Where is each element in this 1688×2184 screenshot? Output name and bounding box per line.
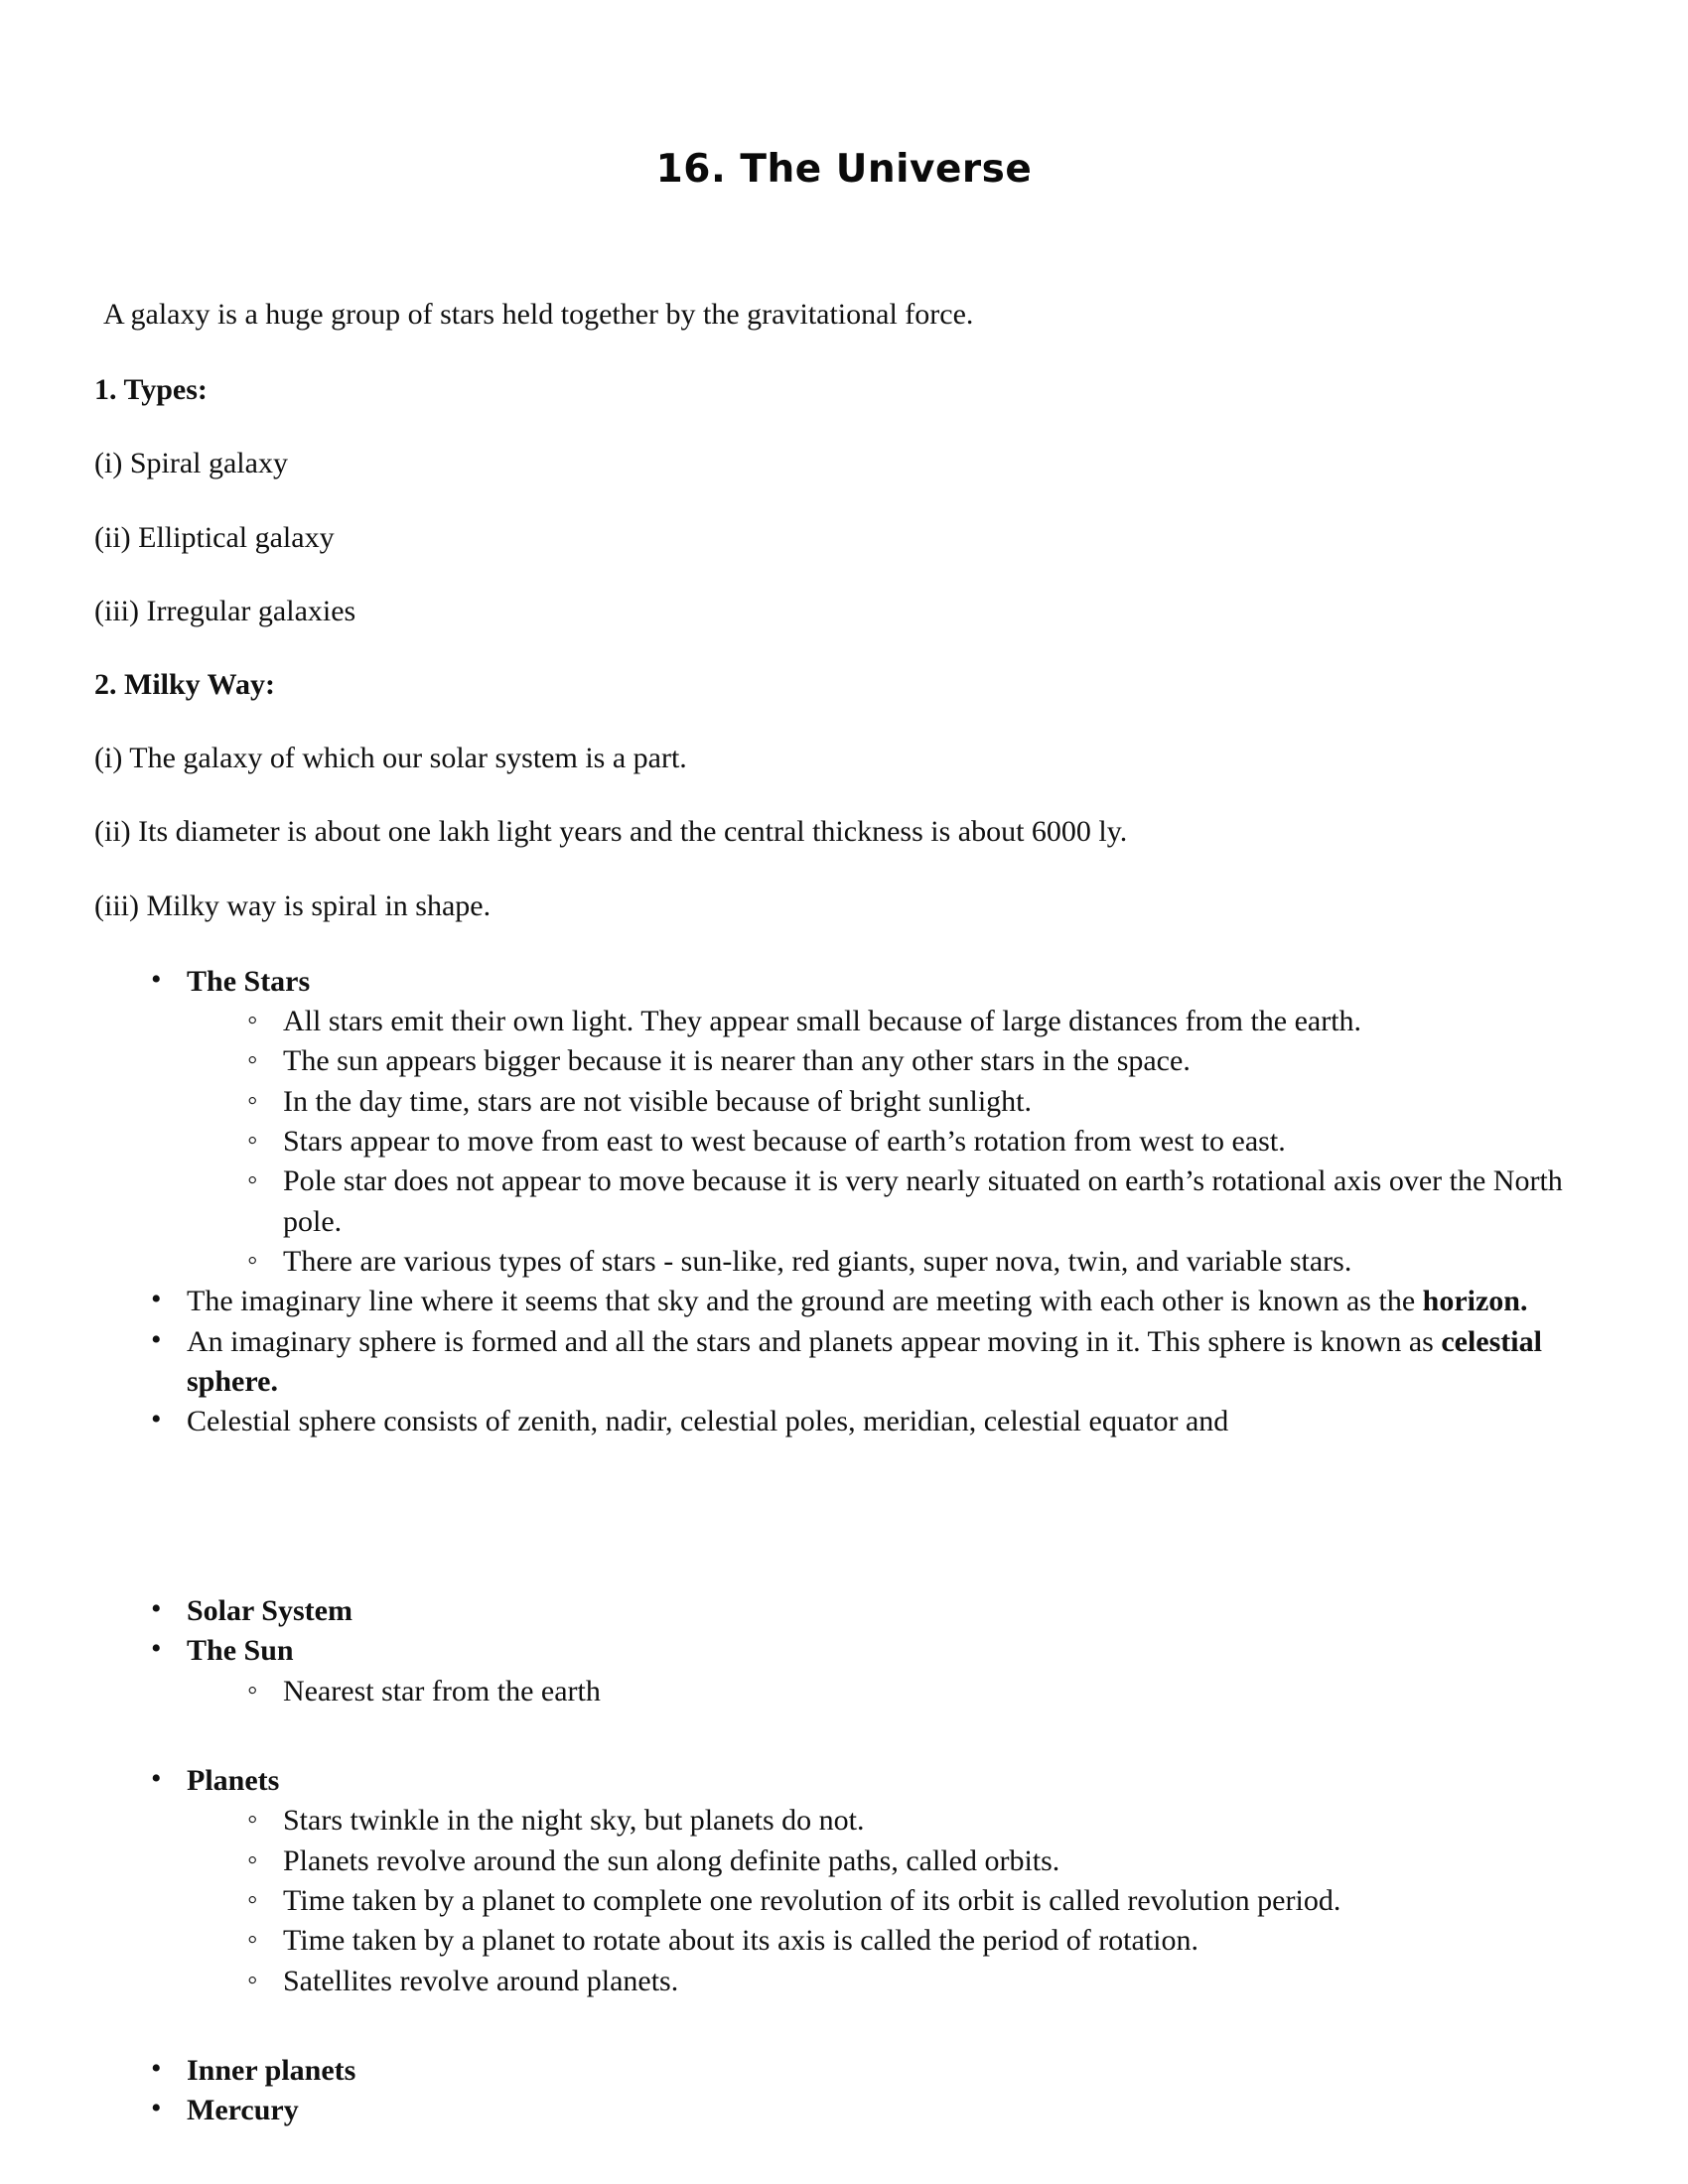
inner-planets-label: Inner planets xyxy=(187,2053,356,2087)
list-item-planets xyxy=(143,1761,1594,2001)
celestial-text-before: An imaginary sphere is formed and all the stars and planets appear moving in it. This sphere is known as xyxy=(187,1324,1442,1358)
celestial-parts-text: Celestial sphere consists of zenith, nadir, celestial poles, meridian, celestial equator and xyxy=(187,1405,1229,1438)
planets-point-5: Satellites revolve around planets. xyxy=(283,1964,679,1997)
milky-way-item-2: (ii) Its diameter is about one lakh light years and the central thickness is about 6000 ly. xyxy=(94,815,1128,849)
section-gap xyxy=(94,1442,1594,1591)
list-item xyxy=(243,1801,1594,1841)
solar-system-label: Solar System xyxy=(187,1593,352,1627)
list-item xyxy=(243,1041,1594,1081)
celestial-term: celestial sphere xyxy=(187,1324,1542,1399)
spacer xyxy=(94,926,1594,962)
spacer xyxy=(94,558,1594,592)
section-gap xyxy=(94,2001,1594,2051)
list-item xyxy=(243,1161,1594,1242)
spacer xyxy=(94,410,1594,444)
planets-point-1: Stars twinkle in the night sky, but planets do not. xyxy=(283,1804,865,1838)
the-stars-sublist xyxy=(187,1002,1594,1282)
list-item-the-stars xyxy=(143,962,1594,1283)
the-stars-point-4: Stars appear to move from east to west because of earth’s rotation from west to east. xyxy=(283,1125,1286,1159)
planets-sublist xyxy=(187,1801,1594,2001)
milky-way-item-3: (iii) Milky way is spiral in shape. xyxy=(94,888,492,922)
types-item-1: (i) Spiral galaxy xyxy=(94,447,288,480)
intro-paragraph: A galaxy is a huge group of stars held together by the gravitational force. xyxy=(103,298,974,331)
outline-list-planets xyxy=(94,1761,1594,2001)
the-sun-point-1: Nearest star from the earth xyxy=(283,1674,601,1707)
list-item-celestial-sphere xyxy=(143,1322,1594,1403)
list-item-inner-planets xyxy=(143,2051,1594,2091)
list-item-mercury xyxy=(143,2091,1594,2130)
planets-point-2: Planets revolve around the sun along definite paths, called orbits. xyxy=(283,1843,1060,1877)
list-item-the-sun xyxy=(143,1631,1594,1711)
milky-way-item-1: (i) The galaxy of which our solar system is a part. xyxy=(94,742,687,775)
the-stars-point-2: The sun appears bigger because it is nearer than any other stars in the space. xyxy=(283,1044,1191,1078)
the-sun-label: The Sun xyxy=(187,1634,294,1668)
planets-label: Planets xyxy=(187,1763,280,1797)
list-item-celestial-parts xyxy=(143,1402,1594,1441)
list-item xyxy=(243,1962,1594,2001)
spacer xyxy=(94,631,1594,665)
list-item xyxy=(243,1672,1594,1711)
horizon-term: horizon xyxy=(1422,1285,1520,1318)
document-body xyxy=(0,295,1688,2131)
list-item-solar-system xyxy=(143,1591,1594,1631)
horizon-text-after: . xyxy=(1519,1285,1528,1318)
list-item xyxy=(243,1881,1594,1921)
section-gap xyxy=(94,1711,1594,1761)
types-item-2: (ii) Elliptical galaxy xyxy=(94,520,335,554)
spacer xyxy=(94,705,1594,739)
spacer xyxy=(94,778,1594,812)
list-item xyxy=(243,1082,1594,1122)
section-heading-milky-way: 2. Milky Way: xyxy=(94,667,275,701)
planets-point-3: Time taken by a planet to complete one revolution of its orbit is called revolution period. xyxy=(283,1883,1341,1917)
list-item-horizon xyxy=(143,1282,1594,1321)
spacer xyxy=(94,484,1594,518)
the-stars-point-5: Pole star does not appear to move because it is very nearly situated on earth’s rotational axis over the North pole. xyxy=(283,1164,1563,1238)
list-item xyxy=(243,1921,1594,1961)
list-item xyxy=(243,1002,1594,1041)
outline-list-inner-planets xyxy=(94,2051,1594,2131)
section-heading-types: 1. Types: xyxy=(94,373,208,407)
outline-list-level-1 xyxy=(94,962,1594,1442)
the-sun-sublist xyxy=(187,1672,1594,1711)
spacer xyxy=(94,853,1594,887)
page-title: 16. The Universe xyxy=(655,147,1033,192)
list-item xyxy=(243,1842,1594,1881)
spacer xyxy=(94,335,1594,370)
types-item-3: (iii) Irregular galaxies xyxy=(94,594,356,627)
celestial-text-after: . xyxy=(270,1365,278,1399)
the-stars-point-3: In the day time, stars are not visible because of bright sunlight. xyxy=(283,1084,1032,1118)
title-spacer xyxy=(0,192,1688,295)
list-item xyxy=(243,1242,1594,1282)
the-stars-point-6: There are various types of stars - sun-like, red giants, super nova, twin, and variable stars. xyxy=(283,1245,1352,1279)
outline-list-level-1-second xyxy=(94,1591,1594,1711)
mercury-label: Mercury xyxy=(187,2094,299,2127)
planets-point-4: Time taken by a planet to rotate about its axis is called the period of rotation. xyxy=(283,1924,1199,1958)
list-item xyxy=(243,1122,1594,1161)
the-stars-label: The Stars xyxy=(187,964,311,998)
the-stars-point-1: All stars emit their own light. They appear small because of large distances from the earth. xyxy=(283,1005,1362,1038)
horizon-text-before: The imaginary line where it seems that sky and the ground are meeting with each other is known as the xyxy=(187,1285,1423,1318)
